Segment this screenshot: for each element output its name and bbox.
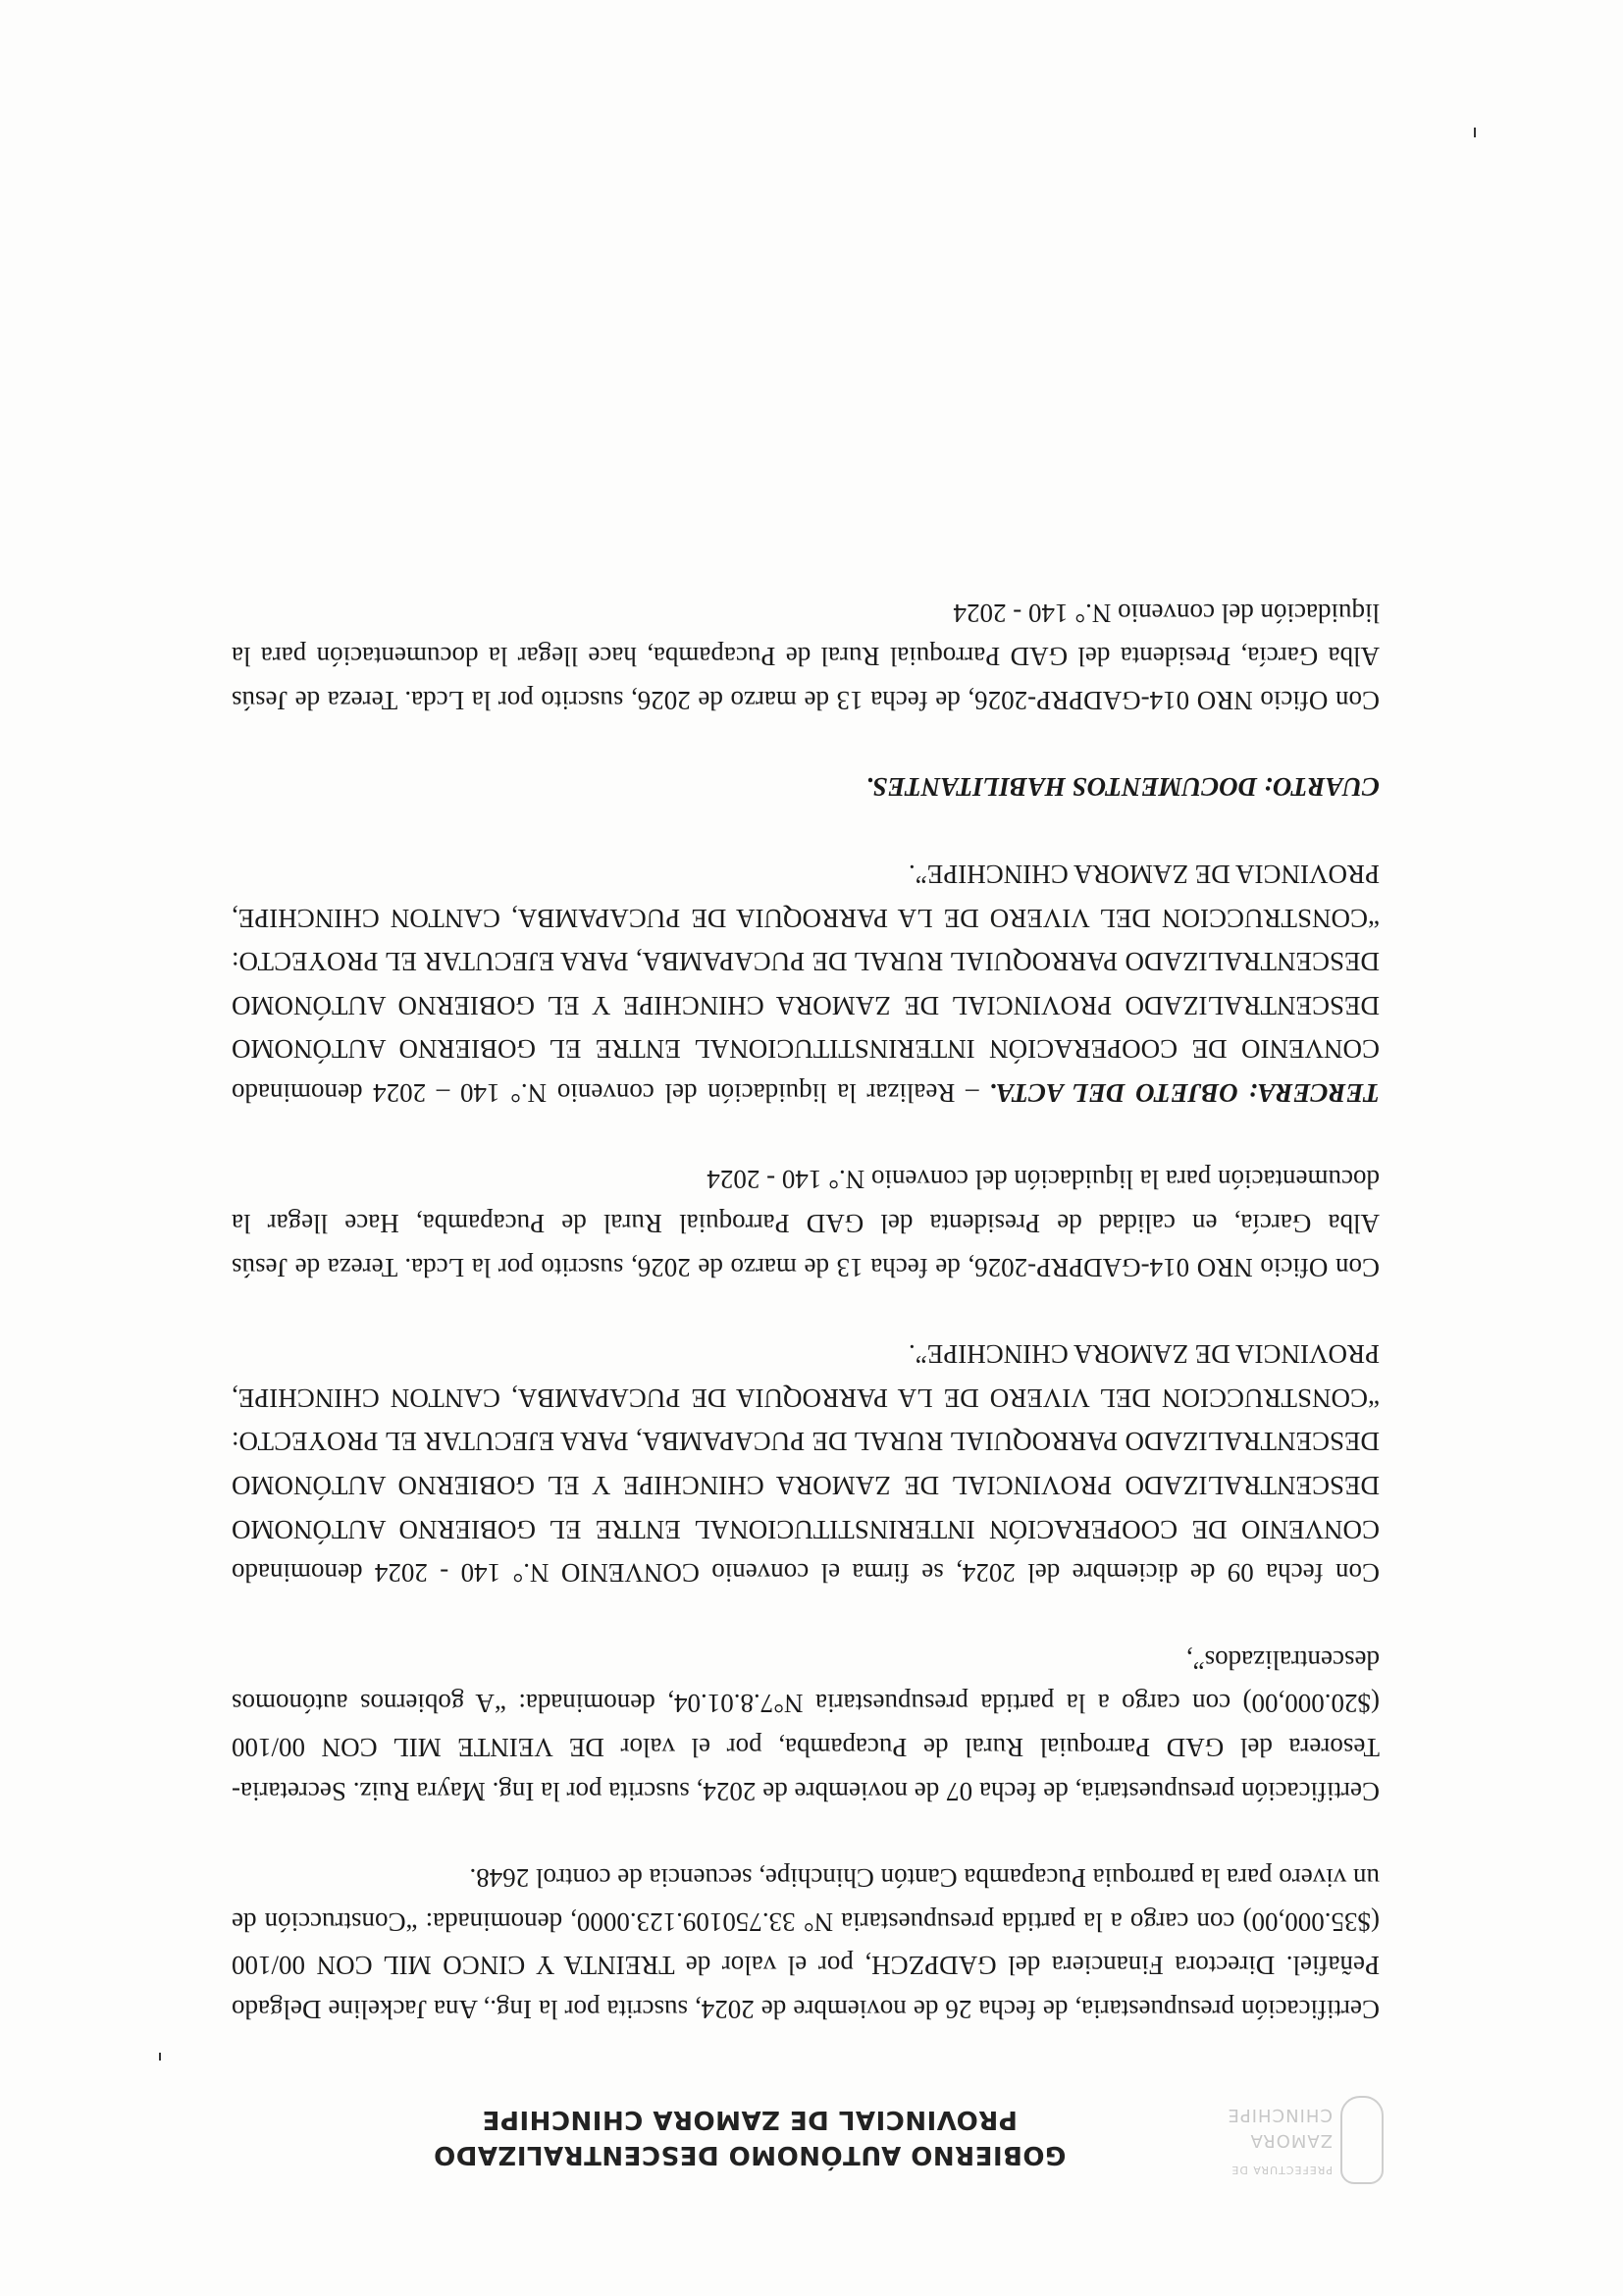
paragraph-certificacion-1: Certificación presupuestaria, de fecha 26 de noviembre de 2024, suscrita por la Ing., Ana Jackeline Delgado Peñafiel. Directora Financiera del GADPZCH, por el valor de TREINTA Y CINCO MIL CON 00/100 ($35.000,00) con cargo a la partida presupuestaria N° 33.750109.123.0000, denominada: “Construcción de un vivero para la parroquia Pucapamba Cantón Chinchipe, secuencia de control 2648. (232, 1863, 1380, 2024)
paragraph-convenio: Con fecha 09 de diciembre del 2024, se firma el convenio CONVENIO N.° 140 - 2024 denominado CONVENIO DE COOPERACIÓN INTERINSTITUCIONAL ENTRE EL GOBIERNO AUTÓNOMO DESCENTRALIZADO PROVINCIAL DE ZAMORA CHINCHIPE Y EL GOBIERNO AUTÓNOMO DESCENTRALIZADO PARROQUIAL RURAL DE PUCAPAMBA, PARA EJECUTAR EL PROYECTO: “CONSTRUCCION DEL VIVERO DE LA PARROQUIA DE PUCAPAMBA, CANTON CHINCHIPE, PROVINCIA DE ZAMORA CHINCHIPE”. (232, 1339, 1380, 1589)
institution-title (308, 2102, 1191, 2172)
seal-text-3: CHINCHIPE (1227, 2105, 1333, 2125)
scan-speck (159, 2053, 161, 2061)
institution-title-line1: GOBIERNO AUTÓNOMO DESCENTRALIZADO (433, 2140, 1067, 2169)
tercera-text: – Realizar la liquidación del convenio N.° 140 – 2024 denominado CONVENIO DE COOPERACIÓN INTERINSTITUCIONAL ENTRE EL GOBIERNO AUTÓNOMO DESCENTRALIZADO PROVINCIAL DE ZAMORA CHINCHIPE Y EL GOBIERNO AUTÓNOMO DESCENTRALIZADO PARROQUIAL RURAL DE PUCAPAMBA, PARA EJECUTAR EL PROYECTO: “CONSTRUCCION DEL VIVERO DE LA PARROQUIA DE PUCAPAMBA, CANTON CHINCHIPE, PROVINCIA DE ZAMORA CHINCHIPE”. (232, 859, 1380, 1108)
document-header (210, 2072, 1387, 2190)
paragraph-oficio-1: Con Oficio NRO 014-GADPRP-2026, de fecha 13 de marzo de 2026, suscrito por la Lcda. Tereza de Jesús Alba García, en calidad de Presidenta del GAD Parroquial Rural de Pucapamba, Hace llegar la documentación para la liquidación del convenio N.° 140 - 2024 (232, 1165, 1380, 1282)
seal-text-2: ZAMORA (1249, 2130, 1333, 2151)
prefectura-seal (1227, 2082, 1387, 2190)
paragraph-oficio-2: Con Oficio NRO 014-GADPRP-2026, de fecha 13 de marzo de 2026, suscrito por la Lcda. Tereza de Jesús Alba García, Presidenta del GAD Parroquial Rural de Pucapamba, hace llegar la documentación para la liquidación del convenio N.° 140 - 2024 (232, 598, 1380, 715)
institution-title-line2: PROVINCIAL DE ZAMORA CHINCHIPE (482, 2105, 1018, 2134)
document-body (232, 548, 1380, 2031)
paragraph-tercera (232, 852, 1380, 1115)
heading-tercera: TERCERA: OBJETO DEL ACTA. (989, 1077, 1380, 1108)
crest-icon (1340, 2096, 1384, 2184)
heading-cuarto: CUARTO: DOCUMENTOS HABILITANTES. (865, 772, 1380, 803)
seal-text-1: PREFECTURA DE (1230, 2164, 1333, 2176)
scan-speck (1474, 128, 1476, 137)
paragraph-certificacion-2: Certificación presupuestaria, de fecha 07 de noviembre de 2024, suscrita por la Ing. Mayra Ruiz. Secretaria-Tesorera del GAD Parroquial Rural de Pucapamba, por el valor DE VEINTE MIL CON 00/100 ($20.000,00) con cargo a la partida presupuestaria N°7.8.01.04, denominada: “A gobiernos autónomos descentralizados”, (232, 1644, 1380, 1806)
